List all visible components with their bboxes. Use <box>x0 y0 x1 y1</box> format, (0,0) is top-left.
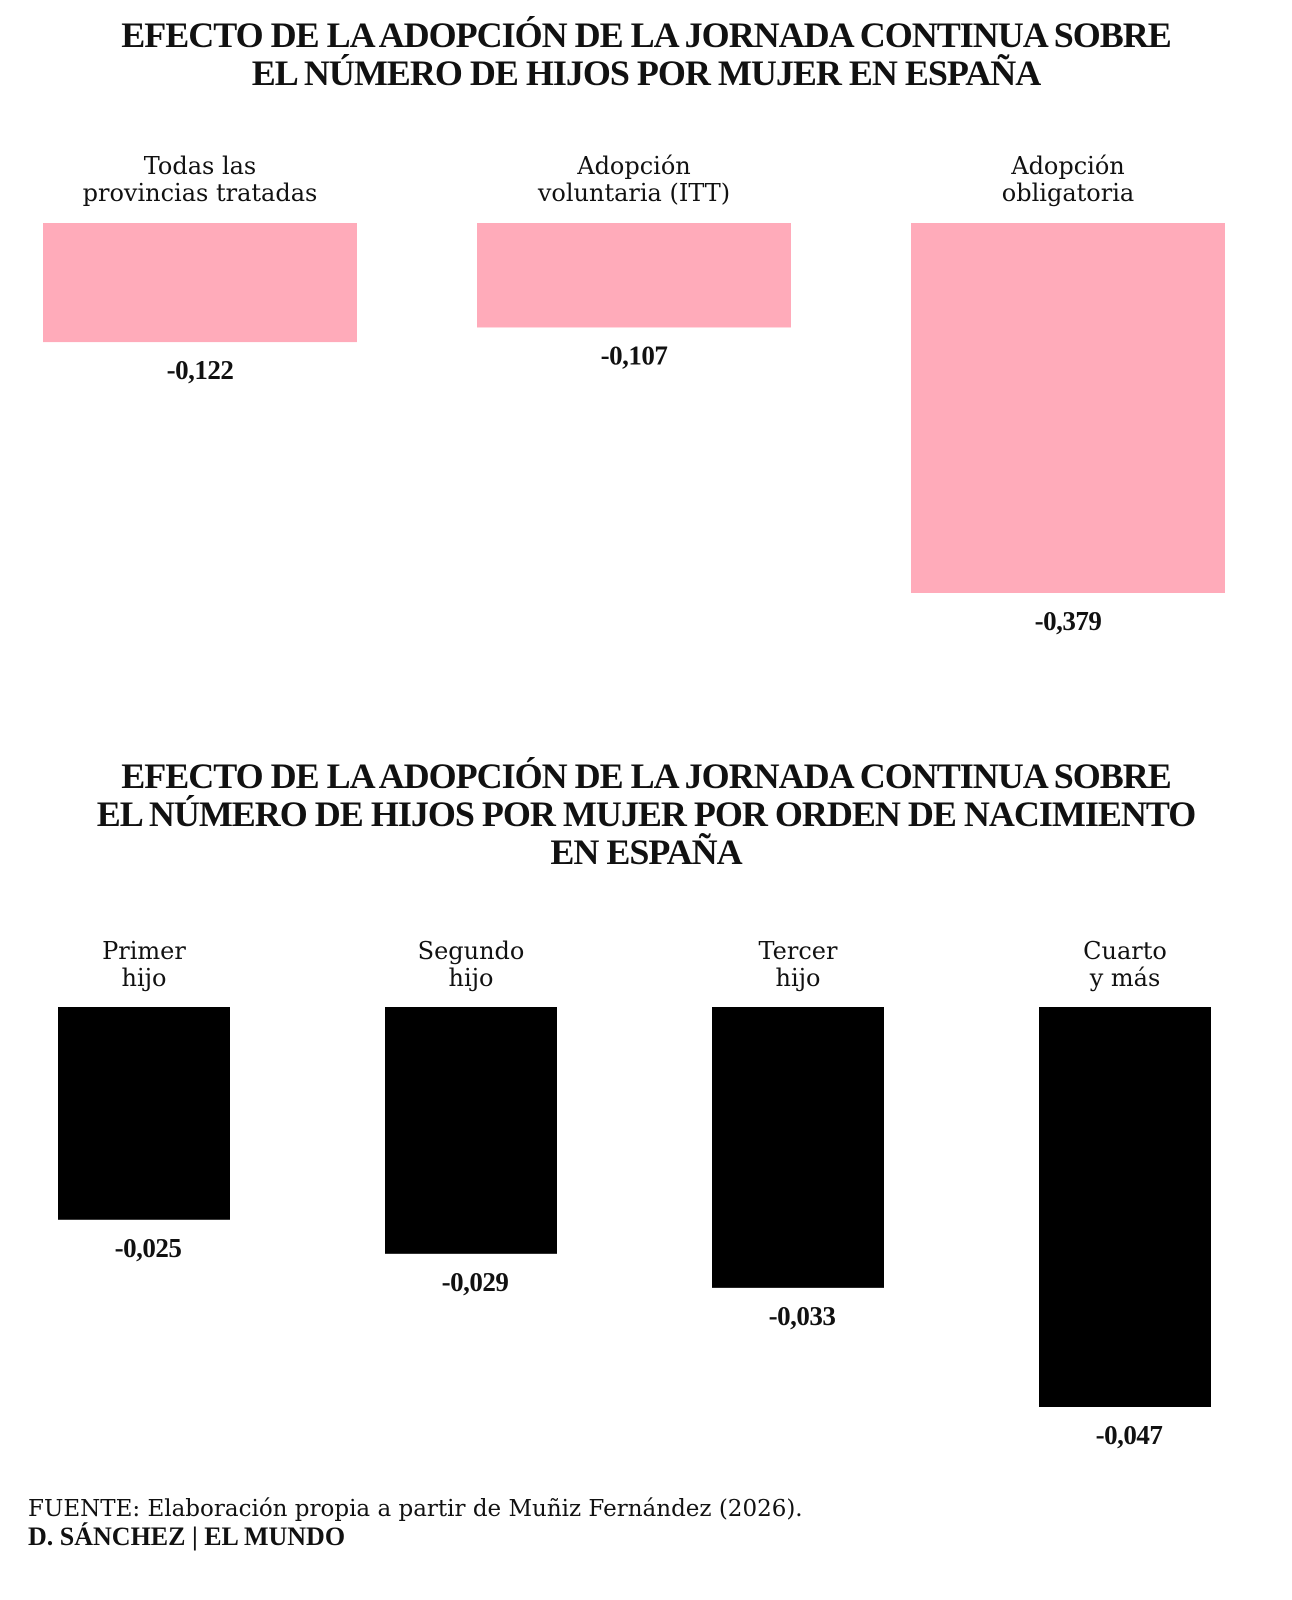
value-label: -0,033 <box>768 1300 836 1331</box>
category-label: Adopción <box>1011 152 1125 180</box>
category-label: Segundo <box>417 937 525 965</box>
title-line: EFECTO DE LA ADOPCIÓN DE LA JORNADA CONTINUA SOBRE <box>121 756 1171 796</box>
category-label: y más <box>1089 964 1161 992</box>
bar <box>385 1007 557 1254</box>
title-line: EFECTO DE LA ADOPCIÓN DE LA JORNADA CONTINUA SOBRE <box>121 15 1171 55</box>
value-label: -0,122 <box>166 355 234 386</box>
title-line: EL NÚMERO DE HIJOS POR MUJER EN ESPAÑA <box>251 53 1041 93</box>
category-label: provincias tratadas <box>82 179 318 207</box>
category-label: Primer <box>102 937 186 965</box>
chart-2-title <box>0 757 1292 871</box>
value-label: -0,029 <box>441 1266 509 1297</box>
category-label: hijo <box>121 964 167 992</box>
category-label: voluntaria (ITT) <box>537 179 731 207</box>
value-label: -0,047 <box>1095 1420 1163 1450</box>
value-label: -0,107 <box>600 340 668 371</box>
chart-1-title <box>0 16 1292 92</box>
bar <box>911 223 1225 593</box>
bar <box>712 1007 884 1288</box>
chart-2-plot <box>0 915 1292 1470</box>
category-label: Tercer <box>758 937 838 965</box>
title-line: EL NÚMERO DE HIJOS POR MUJER POR ORDEN DE NACIMIENTO <box>96 794 1196 834</box>
bar <box>1039 1007 1211 1407</box>
category-label: Adopción <box>577 152 691 180</box>
source-note: FUENTE: Elaboración propia a partir de Muñiz Fernández (2026). <box>28 1496 803 1522</box>
category-label: hijo <box>775 964 821 992</box>
bar <box>477 223 791 327</box>
category-label: Cuarto <box>1083 937 1167 965</box>
category-label: Todas las <box>143 152 257 180</box>
bar <box>58 1007 230 1220</box>
title-line: EN ESPAÑA <box>550 832 742 872</box>
chart-1-plot <box>0 130 1292 650</box>
category-label: hijo <box>448 964 494 992</box>
value-label: -0,379 <box>1034 606 1102 636</box>
bar <box>43 223 357 342</box>
footer <box>28 1494 803 1550</box>
category-label: obligatoria <box>1001 179 1135 207</box>
author-credit: D. SÁNCHEZ | EL MUNDO <box>28 1522 346 1551</box>
value-label: -0,025 <box>114 1232 182 1263</box>
